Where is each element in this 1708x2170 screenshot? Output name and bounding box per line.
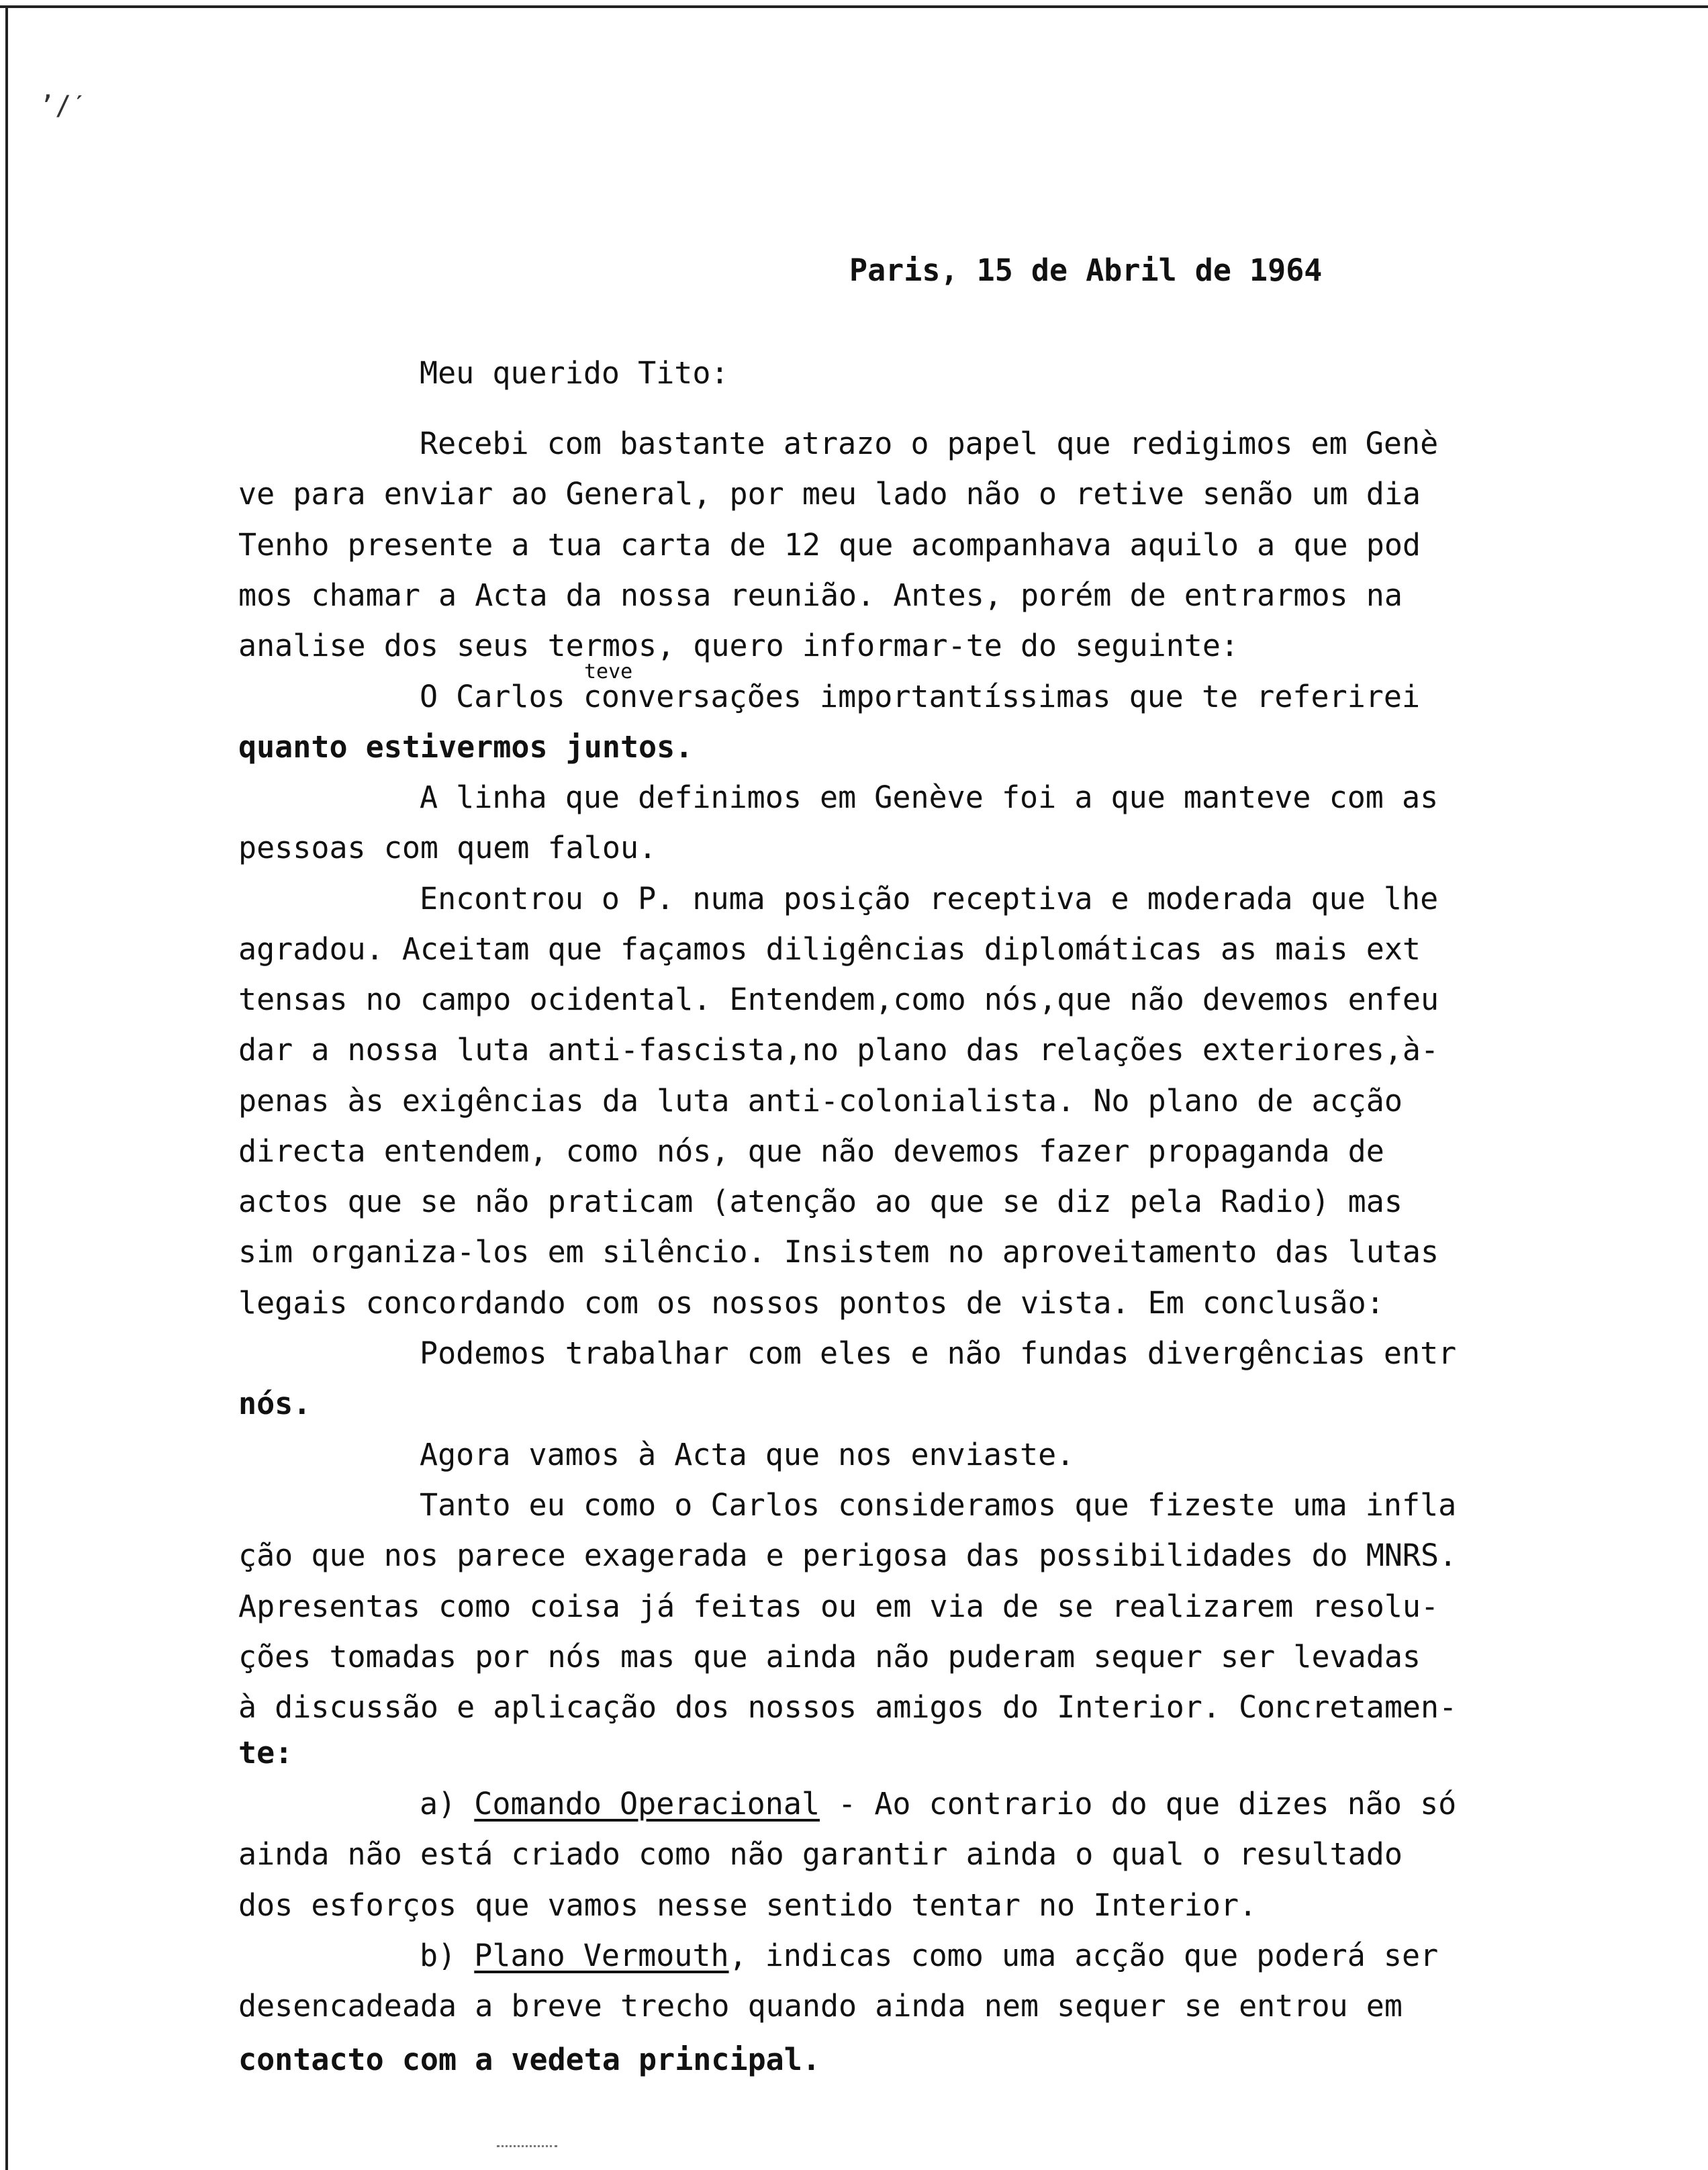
page-border-top <box>0 5 1708 8</box>
item-b-line1 <box>420 1940 1438 1971</box>
item-a-prefix: a) <box>420 1786 475 1822</box>
item-a-rest: - Ao contrario do que dizes não só <box>820 1786 1457 1822</box>
para1-line4: mos chamar a Acta da nossa reunião. Antes, porém de entrarmos na <box>238 577 1403 613</box>
page-border-left <box>5 5 8 2170</box>
para4-line1: Encontrou o P. numa posição receptiva e moderada que lhe <box>420 881 1439 916</box>
corner-mark: ʼ/ˊ <box>39 91 88 122</box>
para1-line3: Tenho presente a tua carta de 12 que acompanhava aquilo a que pod <box>238 527 1421 563</box>
letter-date: Paris, 15 de Abril de 1964 <box>849 252 1323 288</box>
para7-line1: Tanto eu como o Carlos consideramos que fizeste uma infla <box>420 1487 1457 1523</box>
para4-line6: directa entendem, como nós, que não devemos fazer propaganda de <box>238 1133 1384 1169</box>
para2-line2: quanto estivermos juntos. <box>238 729 694 765</box>
item-a-line2: ainda não está criado como não garantir ainda o qual o resultado <box>238 1836 1403 1872</box>
para4-line9: legais concordando com os nossos pontos de vista. Em conclusão: <box>238 1285 1384 1321</box>
para1-line2: ve para enviar ao General, por meu lado não o retive senão um dia <box>238 476 1421 512</box>
handwritten-insertion: teve <box>584 660 633 683</box>
item-b-title: Plano Vermouth <box>474 1938 729 1973</box>
para5-line1: Podemos trabalhar com eles e não fundas divergências entr <box>420 1335 1457 1371</box>
para4-line8: sim organiza-los em silêncio. Insistem no aproveitamento das lutas <box>238 1234 1439 1270</box>
para7-line6: te: <box>238 1735 293 1771</box>
para4-line5: penas às exigências da luta anti-colonialista. No plano de acção <box>238 1083 1403 1119</box>
para4-line4: dar a nossa luta anti-fascista,no plano das relações exteriores,à- <box>238 1032 1439 1068</box>
para3-line1: A linha que definimos em Genève foi a que manteve com as <box>420 780 1439 815</box>
item-a-line1 <box>420 1786 1457 1822</box>
para7-line2: ção que nos parece exagerada e perigosa das possibilidades do MNRS. <box>238 1538 1458 1573</box>
para1-line1: Recebi com bastante atrazo o papel que redigimos em Genè <box>420 426 1439 461</box>
footer-mark <box>497 2145 557 2151</box>
para7-line4: ções tomadas por nós mas que ainda não puderam sequer ser levadas <box>238 1639 1421 1674</box>
item-b-line3: contacto com a vedeta principal. <box>238 2042 820 2077</box>
para6: Agora vamos à Acta que nos enviaste. <box>420 1437 1075 1472</box>
para7-line3: Apresentas como coisa já feitas ou em via de se realizarem resolu- <box>238 1589 1439 1624</box>
para2-line1: O Carlos conversações importantíssimas que te referirei <box>420 679 1421 714</box>
item-b-rest: , indicas como uma acção que poderá ser <box>728 1938 1439 1973</box>
para1-line5: analise dos seus termos, quero informar-te do seguinte: <box>238 628 1239 663</box>
para4-line2: agradou. Aceitam que façamos diligências diplomáticas as mais ext <box>238 931 1421 967</box>
item-a-title: Comando Operacional <box>474 1786 820 1822</box>
para7-line5: à discussão e aplicação dos nossos amigos do Interior. Concretamen- <box>238 1689 1458 1725</box>
item-a-line3: dos esforços que vamos nesse sentido tentar no Interior. <box>238 1887 1258 1923</box>
para4-line3: tensas no campo ocidental. Entendem,como nós,que não devemos enfeu <box>238 982 1439 1017</box>
item-b-prefix: b) <box>420 1938 475 1973</box>
para5-line2: nós. <box>238 1386 312 1421</box>
para3-line2: pessoas com quem falou. <box>238 830 657 865</box>
item-b-line2: desencadeada a breve trecho quando ainda nem sequer se entrou em <box>238 1988 1403 2024</box>
salutation: Meu querido Tito: <box>420 355 729 391</box>
para4-line7: actos que se não praticam (atenção ao que se diz pela Radio) mas <box>238 1184 1403 1219</box>
